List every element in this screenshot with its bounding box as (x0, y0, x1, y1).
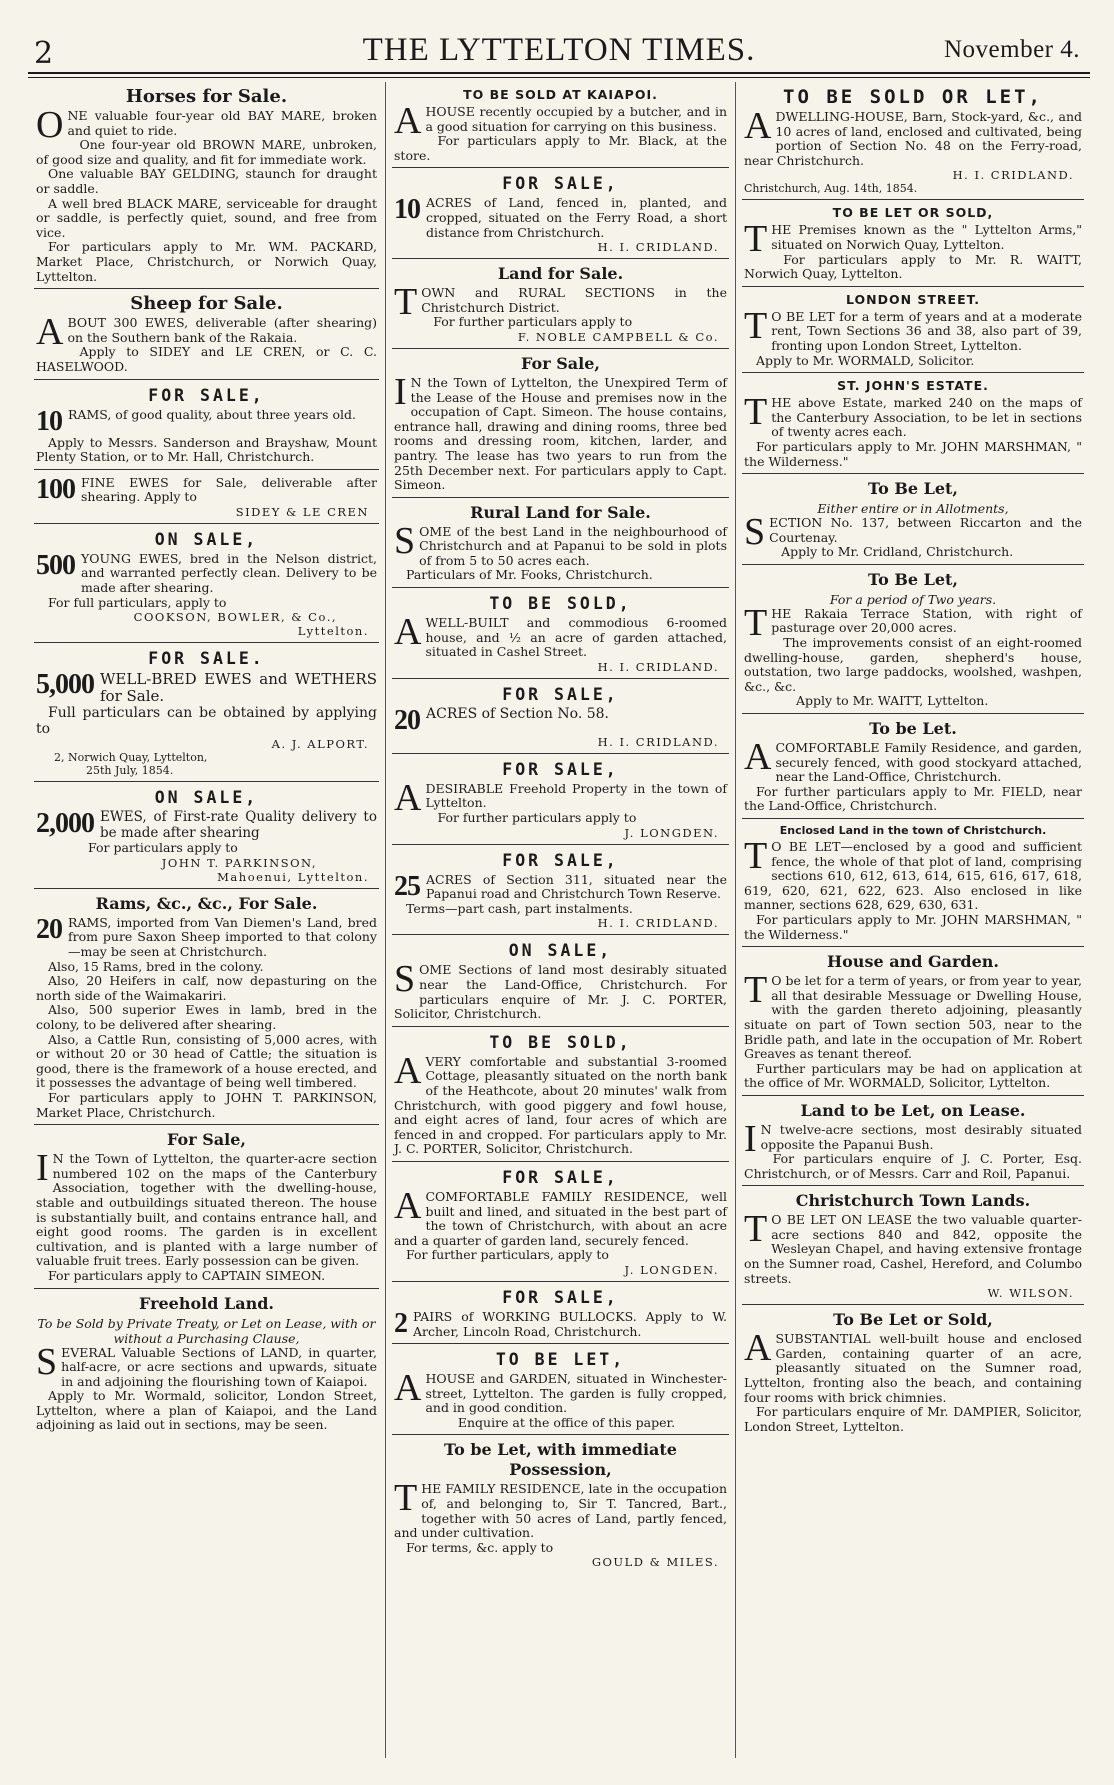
ad-text: TOWN and RURAL SECTIONS in the Christchurch District. (394, 281, 727, 324)
ad-text: TO BE LET ON LEASE the two valuable quarter-acre sections 840 and 842, opposite the Wesleyan Chapel, and having extensive frontage on the Sumner road, Cashel, Hereford, and Columbo streets. (744, 1208, 1082, 1286)
ad-heading: ST. JOHN'S ESTATE. (837, 378, 989, 394)
ad-text: TO BE LET for a term of years and at a moderate rent, Town Sections 36 and 38, also part of 39, fronting upon London Street, Lyttelton. (744, 304, 1082, 353)
ad-enclosed-land (742, 819, 1084, 947)
ad-text: Apply to Messrs. Sanderson and Brayshaw, Mount Plenty Station, or to Mr. Hall, Christchurch. (36, 434, 377, 465)
ad-signature: H. I. CRIDLAND. (952, 168, 1074, 183)
ad-rakaia-station (742, 565, 1084, 714)
ad-text: Particulars of Mr. Fooks, Christchurch. (406, 567, 653, 583)
ad-text: For particulars apply to CAPTAIN SIMEON. (48, 1267, 326, 1283)
ad-text: For particulars apply to (88, 840, 238, 856)
ad-text: Also, a Cattle Run, consisting of 5,000 acres, with or without 20 or 30 head of Cattle; the situation is good, there is the framework of a house erected, and it possesses the advantage of being well timbered. (36, 1031, 377, 1091)
ad-text: Apply to Mr. Wormald, solicitor, London Street, Lyttelton, where a plan of Kaiapoi, and the Land adjoining as laid out in sections, may be seen. (36, 1388, 377, 1433)
ad-text: ACOMFORTABLE FAMILY RESIDENCE, well built and lined, and situated in the best part of the town of Christchurch, with about an acre and a quarter of garden land, securely fenced. (394, 1184, 727, 1248)
ad-heading: To be Let. (869, 719, 957, 739)
ad-text: ACRES of Land, fenced in, planted, and cropped, situated on the Ferry Road, a short distance from Christchurch. (426, 195, 727, 240)
ad-text: ADWELLING-HOUSE, Barn, Stock-yard, &c., and 10 acres of land, enclosed and cultivated, being portion of Section No. 48 on the Ferry-road, near Christchurch. (744, 105, 1082, 168)
column-2 (385, 82, 735, 1758)
masthead (28, 26, 1090, 74)
ad-text: For particulars apply to JOHN T. PARKINSON, Market Place, Christchurch. (36, 1089, 377, 1120)
ad-horses (34, 82, 379, 289)
ad-heading: ON SALE, (508, 941, 613, 961)
ad-heading: ON SALE, (154, 788, 259, 808)
ad-heading: For Sale, (167, 1130, 246, 1150)
column-1 (28, 82, 385, 1758)
ad-text: YOUNG EWES, bred in the Nelson district, and warranted perfectly clean. Delivery to be made after shearing. (81, 550, 377, 596)
ad-winchester-house (392, 1344, 729, 1435)
ad-heading: LONDON STREET. (845, 291, 981, 307)
ad-dateline: Christchurch, Aug. 14th, 1854. (744, 182, 918, 196)
ad-signature: J. LONGDEN. (624, 825, 719, 840)
ad-london-street (742, 287, 1084, 373)
ad-signature: Mahoenui, Lyttelton. (217, 869, 369, 884)
ad-text: SOME Sections of land most desirably situated near the Land-Office, Christchurch. For particulars enquire of Mr. J. C. PORTER, Solicitor, Christchurch. (394, 958, 727, 1022)
ad-text: RAMS, imported from Van Diemen's Land, bred from pure Saxon Sheep imported to that colony—may be seen at Christchurch. (68, 914, 377, 960)
ad-ewes-100 (34, 470, 379, 524)
ad-text: RAMS, of good quality, about three years old. (68, 406, 356, 422)
ad-heading: TO BE LET, (495, 1350, 626, 1370)
ad-signature: JOHN T. PARKINSON, (161, 855, 317, 870)
ad-text: ACRES of Section 311, situated near the Papanui road and Christchurch Town Reserve. (426, 871, 727, 902)
ad-dampier-house (742, 1305, 1084, 1438)
ad-text: SEVERAL Valuable Sections of LAND, in quarter, half-acre, or acre sections and upwards, situate in and adjoining the flourishing town of Kaiapoi. (36, 1340, 377, 1389)
ad-text: IN twelve-acre sections, most desirably situated opposite the Papanui Bush. (744, 1117, 1082, 1160)
ad-text: Enquire at the office of this paper. (457, 1414, 676, 1430)
ad-signature: H. I. CRIDLAND. (597, 734, 719, 749)
ad-text: Apply to Mr. WORMALD, Solicitor. (756, 352, 975, 368)
ad-heathcote-cottage (392, 1027, 729, 1162)
ad-text: A well bred BLACK MARE, serviceable for draught or saddle, is perfectly quiet, sound, and free from vice. (36, 195, 377, 240)
ad-house-and-garden (742, 947, 1084, 1096)
ad-heading: House and Garden. (827, 952, 999, 972)
ad-number: 2 (394, 1307, 407, 1339)
ad-text: THE Premises known as the " Lyttelton Arms," situated on Norwich Quay, Lyttelton. (744, 218, 1082, 261)
ad-freehold-lyttelton (392, 754, 729, 845)
ad-text: ACOMFORTABLE Family Residence, and garden, securely fenced, with good stockyard attached, near the Land-Office, Christchurch. (744, 736, 1082, 785)
ad-number: 500 (36, 549, 75, 581)
ad-heading: To Be Let or Sold, (833, 1310, 993, 1330)
ad-text: Also, 20 Heifers in calf, now depasturing on the north side of the Waimakariri. (36, 973, 377, 1003)
ad-heading: FOR SALE, (502, 759, 619, 779)
ad-heading: To be Let, with immediate Possession, (444, 1440, 677, 1480)
ad-heading: TO BE SOLD, (489, 594, 632, 614)
ad-lead (394, 870, 727, 902)
ad-text: THE FAMILY RESIDENCE, late in the occupation of, and belonging to, Sir T. Tancred, Bart., together with 50 acres of Land, partly fenced, and under cultivation. (394, 1477, 727, 1541)
ad-lead (36, 473, 377, 505)
ad-signature: A. J. ALPORT. (271, 737, 369, 752)
ad-text: Apply to Mr. Cridland, Christchurch. (781, 544, 1014, 560)
ad-signature: H. I. CRIDLAND. (597, 916, 719, 931)
ad-land-lease (742, 1096, 1084, 1186)
ad-text: For terms, &c. apply to (406, 1539, 554, 1555)
ad-text: For particulars apply to Mr. JOHN MARSHMAN, " the Wilderness." (744, 438, 1082, 469)
ad-st-johns-estate (742, 373, 1084, 474)
ad-text: WELL-BRED EWES and WETHERS for Sale. (100, 670, 377, 706)
ad-heading: Land to be Let, on Lease. (800, 1100, 1026, 1120)
ad-text: Full particulars can be obtained by applying to (36, 705, 377, 738)
ad-ewes-500 (34, 524, 379, 643)
ad-land-office-sections (392, 935, 729, 1026)
ad-text: For further particulars apply to (433, 314, 633, 330)
ad-ewes-5000 (34, 643, 379, 782)
ad-heading: FOR SALE, (502, 174, 619, 194)
ad-text: For particulars apply to Mr. WM. PACKARD, Market Place, Christchurch, or Norwich Quay, Lyttelton. (36, 239, 377, 284)
ad-number: 20 (36, 913, 62, 945)
ad-signature: COOKSON, BOWLER, & Co., (133, 610, 337, 625)
ad-heading: Rural Land for Sale. (470, 502, 651, 522)
ad-lead (36, 549, 377, 596)
ad-subheading: Either entire or in Allotments, (817, 501, 1009, 517)
ad-lead (36, 405, 377, 437)
ad-heading: To Be Let, (868, 479, 958, 499)
ad-heading: TO BE LET OR SOLD, (832, 205, 994, 221)
ad-text: For particulars apply to Mr. R. WAITT, Norwich Quay, Lyttelton. (744, 251, 1082, 282)
ad-text: FINE EWES for Sale, deliverable after shearing. Apply to (81, 474, 377, 505)
ad-text: AVERY comfortable and substantial 3-roomed Cottage, pleasantly situated on the north bank of the Heathcote, about 20 minutes' walk from Christchurch, with good piggery and fowl house, and eight acres of land, four acres of which are fenced in and cropped. For particulars apply to Mr. J. C. PORTER, Solicitor, Christchurch. (394, 1049, 727, 1157)
ad-dateline: 25th July, 1854. (86, 764, 174, 778)
ad-signature: Lyttelton. (297, 624, 369, 639)
ad-heading: Freehold Land. (138, 1293, 274, 1313)
ad-heading: Enclosed Land in the town of Christchurch. (779, 824, 1047, 837)
ad-text: Terms—part cash, part instalments. (406, 900, 633, 916)
ad-number: 2,000 (36, 808, 94, 840)
ad-text: For particulars enquire of Mr. DAMPIER, Solicitor, London Street, Lyttelton. (744, 1404, 1082, 1434)
ad-text: The improvements consist of an eight-roomed dwelling-house, garden, shepherd's house, outstation, two large paddocks, woolshed, washpen, &c., &c. (744, 635, 1082, 694)
ad-acres-25 (392, 845, 729, 936)
ad-section-137 (742, 474, 1084, 565)
ad-sheep (34, 289, 379, 379)
ad-text: EWES, of First-rate Quality delivery to be made after shearing (100, 809, 377, 841)
ad-heading: Horses for Sale. (125, 86, 288, 107)
ad-heading: To Be Let, (868, 569, 958, 589)
issue-date: November 4. (943, 36, 1080, 63)
column-3 (735, 82, 1090, 1758)
ad-subheading: To be Sold by Private Treaty, or Let on Lease, with or without a Purchasing Clause, (37, 1315, 376, 1346)
ad-lead (394, 196, 727, 240)
ad-heading: FOR SALE, (148, 385, 265, 405)
ad-text: IN the Town of Lyttelton, the quarter-acre section numbered 102 on the maps of the Canterbury Association, together with the dwelling-house, stable and outbuildings situated thereon. The house is substantially built, and contains entrance hall, and eight good rooms. The garden is in excellent cultivation, and is planted with a large number of valuable fruit trees. Early possession can be given. (36, 1147, 377, 1269)
ad-heading: Sheep for Sale. (130, 293, 283, 315)
ad-lead (394, 704, 727, 736)
ad-land-for-sale (392, 259, 729, 349)
ad-town-lands (742, 1186, 1084, 1305)
ad-lead (36, 810, 377, 841)
ad-text: Also, 500 superior Ewes in lamb, bred in the colony, to be delivered after shearing. (36, 1002, 377, 1032)
ad-text: PAIRS of WORKING BULLOCKS. Apply to W. Archer, Lincoln Road, Christchurch. (413, 1308, 727, 1339)
ad-signature: H. I. CRIDLAND. (597, 240, 719, 255)
ad-rams-10 (34, 380, 379, 470)
ad-signature: GOULD & MILES. (591, 1555, 719, 1570)
ad-heading: FOR SALE. (148, 649, 265, 669)
ad-lead (394, 1307, 727, 1339)
ad-ferry-road (742, 82, 1084, 200)
ad-heading: For Sale, (521, 353, 600, 373)
ad-kaiapoi-house (392, 82, 729, 168)
ad-text: For full particulars, apply to (48, 594, 227, 610)
ad-text: For further particulars, apply to (406, 1247, 609, 1263)
ad-heading: Rams, &c., &c., For Sale. (95, 893, 318, 913)
ad-text: IN the Town of Lyttelton, the Unexpired Term of the Lease of the House and premises now in the occupation of Capt. Simeon. The house contains, entrance hall, drawing and dining rooms, three bed rooms and dressing room, kitchen, larder, and pantry. The lease has two years to run from the 25th December next. For particulars apply to Capt. Simeon. (394, 370, 727, 493)
ad-text: For particulars enquire of J. C. Porter, Esq. Christchurch, or of Messrs. Carr and Roil, Papanui. (744, 1151, 1082, 1181)
ad-signature: H. I. CRIDLAND. (597, 659, 719, 674)
ad-text: One valuable BAY GELDING, staunch for draught or saddle. (36, 166, 377, 196)
ad-text: THE above Estate, marked 240 on the maps of the Canterbury Association, to be let in sections of twenty acres each. (744, 391, 1082, 440)
ad-freehold-land (34, 1289, 379, 1438)
ad-heading: FOR SALE, (502, 1167, 619, 1187)
ad-text: TO BE LET—enclosed by a good and sufficient fence, the whole of that plot of land, comprising sections 610, 612, 613, 614, 615, 616, 617, 618, 619, 620, 621, 622, 623. Also enclosed in like manner, sections 628, 629, 630, 631. (744, 835, 1082, 913)
ad-tancred-residence (392, 1435, 729, 1573)
ad-heading: FOR SALE, (502, 850, 619, 870)
ad-text: ABOUT 300 EWES, deliverable (after shearing) on the Southern bank of the Rakaia. (36, 311, 377, 354)
ad-subheading: For a period of Two years. (829, 591, 997, 607)
ad-for-sale-lyttelton (34, 1125, 379, 1288)
ad-lyttelton-arms (742, 200, 1084, 286)
page-number: 2 (34, 36, 54, 71)
ad-heading: TO BE SOLD AT KAIAPOI. (463, 87, 658, 102)
ad-number: 100 (36, 473, 75, 505)
ad-text: AHOUSE and GARDEN, situated in Winchester-street, Lyttelton. The garden is fully cropped, and in good condition. (394, 1367, 727, 1416)
ad-signature: F. NOBLE CAMPBELL & Co. (517, 329, 719, 344)
ad-dateline: 2, Norwich Quay, Lyttelton, (54, 751, 208, 765)
ad-simeon-lease (392, 349, 729, 498)
ad-heading: Land for Sale. (497, 264, 624, 284)
ad-text: Also, 15 Rams, bred in the colony. (48, 958, 264, 974)
ad-field-residence (742, 714, 1084, 819)
ad-family-residence (392, 1162, 729, 1282)
ad-text: ASUBSTANTIAL well-built house and enclosed Garden, containing quarter of an acre, pleasantly situated on the Sumner road, Lyttelton, fronting also the beach, and containing four rooms with brick chimnies. (744, 1327, 1082, 1405)
ad-number: 5,000 (36, 669, 94, 701)
ad-lead (36, 671, 377, 705)
ad-heading: FOR SALE, (502, 1287, 619, 1307)
ad-acres-10 (392, 168, 729, 259)
ad-text: AWELL-BUILT and commodious 6-roomed house, and ½ an acre of garden attached, situated in Cashel Street. (394, 611, 727, 660)
ad-rural-land (392, 498, 729, 588)
ad-text: Further particulars may be had on application at the office of Mr. WORMALD, Solicitor, Lyttelton. (744, 1060, 1082, 1091)
ad-text: ADESIRABLE Freehold Property in the town of Lyttelton. (394, 776, 727, 819)
ad-text: Apply to SIDEY and LE CREN, or C. C. HASELWOOD. (36, 344, 377, 374)
ad-text: SECTION No. 137, between Riccarton and the Courtenay. (744, 511, 1082, 554)
ad-text: For particulars apply to Mr. Black, at the store. (394, 133, 727, 163)
paper-title: THE LYTTELTON TIMES. (362, 32, 756, 68)
ad-signature: SIDEY & LE CREN (235, 504, 369, 519)
ad-number: 10 (394, 194, 420, 226)
ad-text: AHOUSE recently occupied by a butcher, and in a good situation for carrying on this business. (394, 100, 727, 142)
ad-signature: J. LONGDEN. (624, 1262, 719, 1277)
ad-rams-20 (34, 889, 379, 1125)
ad-heading: Christchurch Town Lands. (795, 1191, 1031, 1211)
ad-bullocks (392, 1282, 729, 1344)
ad-text: For further particulars apply to Mr. FIELD, near the Land-Office, Christchurch. (744, 783, 1082, 814)
ad-lead (36, 913, 377, 960)
ad-number: 25 (394, 870, 420, 902)
ad-number: 20 (394, 704, 420, 736)
ad-text: One four-year old BROWN MARE, unbroken, of good size and quality, and fit for immediate work. (36, 137, 377, 167)
ad-text: TO be let for a term of years, or from year to year, all that desirable Messuage or Dwelling House, with the garden thereto adjoining, pleasantly situate on part of Town section 503, near to the Bridle path, and late in the occupation of Mr. Robert Greaves as tenant thereof. (744, 969, 1082, 1062)
ad-heading: ON SALE, (154, 529, 259, 549)
ad-heading: TO BE SOLD OR LET, (783, 86, 1043, 108)
ad-acres-20 (392, 679, 729, 754)
ad-text: THE Rakaia Terrace Station, with right of pasturage over 20,000 acres. (744, 601, 1082, 644)
ad-signature: W. WILSON. (987, 1286, 1074, 1301)
ad-text: ACRES of Section No. 58. (426, 705, 609, 722)
ad-text: For further particulars apply to (437, 810, 637, 826)
ad-text: SOME of the best Land in the neighbourhood of Christchurch and at Papanui to be sold in plots of from 5 to 50 acres each. (394, 519, 727, 568)
columns (28, 78, 1090, 1758)
ad-text: ONE valuable four-year old BAY MARE, broken and quiet to ride. (36, 104, 377, 146)
ad-text: Apply to Mr. WAITT, Lyttelton. (796, 693, 989, 709)
ad-number: 10 (36, 405, 62, 437)
ad-text: For particulars apply to Mr. JOHN MARSHMAN, " the Wilderness." (744, 911, 1082, 942)
ad-heading: TO BE SOLD, (489, 1032, 632, 1052)
ad-cashel-house (392, 588, 729, 679)
ad-heading: FOR SALE, (502, 684, 619, 704)
ad-ewes-2000 (34, 782, 379, 889)
